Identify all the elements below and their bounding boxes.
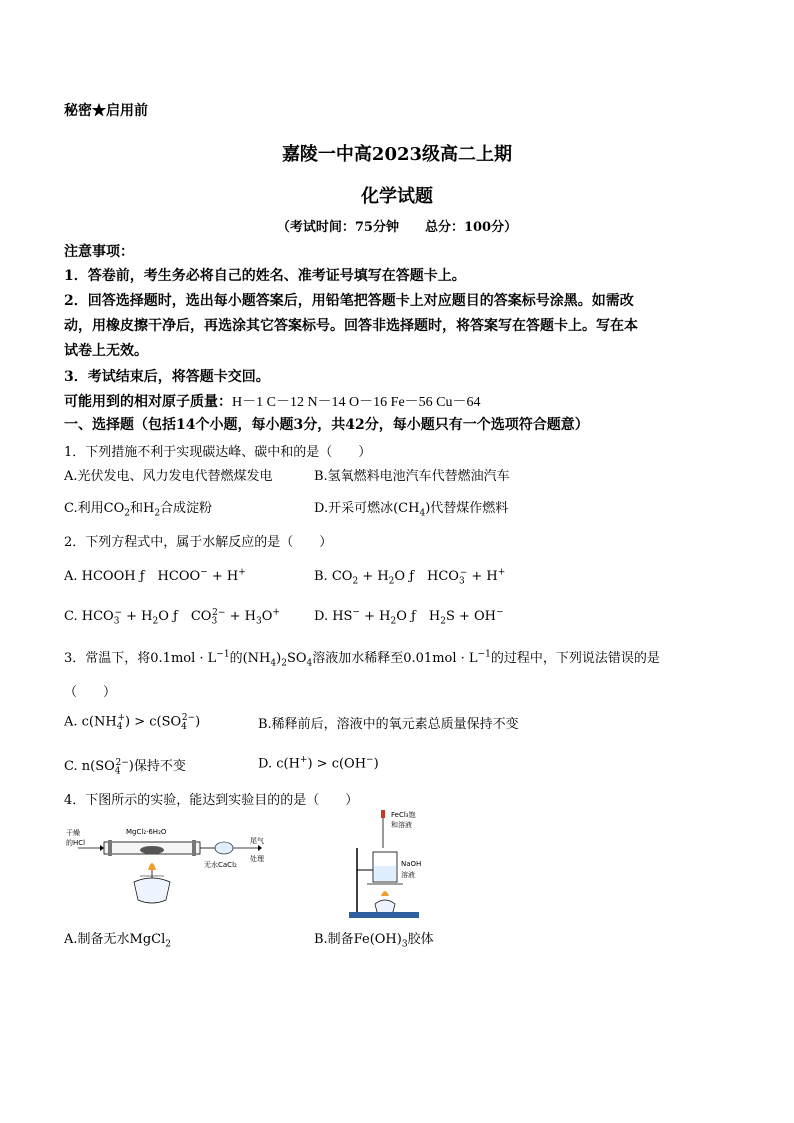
fig-a-label-tail2: 处理 (250, 855, 264, 863)
q2-b-text-3: O ƒ HCO (394, 569, 459, 584)
q1-d-sub: 4 (419, 508, 426, 519)
q2-option-d (314, 605, 504, 627)
exam-title: 嘉陵一中高2023级高二上期 (281, 144, 513, 165)
stopper-left (108, 840, 112, 856)
q3-stem-formula-3: SO (286, 651, 307, 666)
q1-option-d (314, 497, 508, 519)
q3-stem-text-2: 的 (229, 651, 243, 666)
notice-item-1: 1．答卷前，考生务必将自己的姓名、准考证号填写在答题卡上。 (64, 268, 466, 284)
fig-a-label-hcl: 的HCl (66, 839, 86, 847)
q3-d-text-1: D. c(H (258, 756, 300, 772)
q2-c-text-4: + H (225, 609, 256, 624)
notice-item-2-line-2: 动，用橡皮擦干净后，再选涂其它答案标号。回答非选择题时，将答案写在答题卡上。写在本 (64, 318, 638, 334)
q3-stem-formula-1: (NH (242, 651, 271, 666)
fig-a-label-dry: 干燥 (66, 829, 80, 837)
q3-a-sub-1: 4 (116, 721, 123, 732)
q3-stem-formula-2: ) (276, 651, 282, 666)
q4-stem: 4．下图所示的实验，能达到实验目的的是（ ） (64, 793, 359, 808)
flame-icon-b (381, 891, 389, 896)
dropper-bulb (381, 810, 385, 818)
q2-c-sub-4: 3 (255, 616, 262, 627)
q3-c-sup-1: 2− (115, 757, 129, 768)
q2-d-text-3: O ƒ H (396, 609, 441, 624)
q3-stem-exp-1: −1 (216, 649, 230, 660)
q2-c-text-2: + H (121, 609, 153, 624)
q1-d-text-2: 代替煤作燃料 (430, 501, 509, 516)
q3-c-tail: )保持不变 (128, 759, 186, 774)
q2-d-sub-2: 2 (440, 616, 446, 627)
q3-stem-exp-2: −1 (477, 649, 491, 660)
atomic-mass-values: H－1 C－12 N－14 O－16 Fe－56 Cu－64 (232, 395, 481, 410)
q1-c-text-2: 和H (129, 501, 155, 516)
flame-icon (148, 863, 156, 870)
q1-option-b: B.氢氧燃料电池汽车代替燃油汽车 (314, 469, 510, 484)
q4-a-sub: 2 (165, 939, 171, 950)
q2-a-sup-2: + (238, 567, 246, 578)
q4-option-b (314, 928, 434, 950)
q2-b-tail: + H (467, 569, 498, 584)
q4-figure-b (345, 808, 455, 926)
q2-d-sup-2: − (496, 607, 504, 618)
q2-option-a (64, 565, 246, 584)
q2-b-text-2: + H (358, 569, 389, 584)
q1-d-formula: (CH (393, 501, 420, 516)
q3-stem-text-3: 溶液加水稀释至0.01mol · L (312, 651, 478, 666)
q4-figure-a (64, 820, 284, 920)
q2-b-sup-1: − (459, 567, 468, 578)
q1-stem: 1．下列措施不利于实现碳达峰、碳中和的是（ ） (64, 445, 372, 460)
q2-b-sub-2: 2 (388, 576, 395, 587)
q2-d-sup-1: − (352, 607, 361, 618)
q3-c-text-1: C. n(SO (64, 759, 115, 774)
q2-c-sub-1: 3 (113, 616, 120, 627)
q3-option-c (64, 755, 186, 777)
q3-d-sup-1: + (299, 755, 308, 765)
q3-stem-sub-3: 4 (306, 658, 313, 669)
q3-option-d (258, 755, 379, 771)
fig-b-label-naoh-2: 溶液 (401, 871, 415, 879)
q2-c-sub-2: 2 (152, 616, 159, 627)
q4-figure-a-drawing (64, 820, 284, 920)
notice-item-2-line-1: 2．回答选择题时，选出每小题答案后，用铅笔把答题卡上对应题目的答案标号涂黑。如需改 (64, 293, 634, 309)
q3-stem-text-1: 3．常温下，将0.1mol · L (64, 651, 217, 666)
q3-d-sup-2: − (366, 755, 374, 765)
fig-a-label-cacl2: 无水CaCl₂ (204, 861, 237, 869)
q1-d-close: ) (425, 501, 431, 516)
notice-item-2-line-3: 试卷上无效。 (64, 343, 148, 359)
q2-d-sub-1: 2 (390, 616, 397, 627)
atomic-mass-line (64, 391, 481, 411)
q2-b-sup-2: + (497, 567, 506, 578)
q2-option-c (64, 605, 280, 627)
q3-option-a (64, 713, 200, 732)
q1-option-c (64, 497, 212, 519)
fig-a-label-tail1: 尾气 (250, 837, 264, 845)
q2-c-sup-3: + (272, 607, 280, 618)
q3-a-sup-1: + (117, 713, 125, 723)
q2-c-sup-2: 2− (212, 607, 226, 618)
q1-c-text-3: 合成淀粉 (160, 501, 213, 516)
q2-stem: 2．下列方程式中，属于水解反应的是（ ） (64, 535, 333, 550)
q4-b-text-2: 胶体 (407, 932, 434, 947)
q2-a-tail: + H (207, 569, 239, 584)
q2-b-sub-1: 2 (352, 576, 359, 587)
q2-d-tail: S + OH (445, 609, 496, 624)
q2-c-tail: O (261, 609, 273, 624)
q3-a-sup-2: 2− (181, 713, 196, 723)
q2-d-text-1: D. HS (314, 609, 353, 624)
fig-a-label-salt: MgCl₂·6H₂O (126, 828, 167, 836)
alcohol-lamp (134, 878, 170, 903)
q2-c-sub-3: 3 (211, 616, 218, 627)
q2-c-text-1: C. HCO (64, 609, 114, 624)
q1-c-sub-1: 2 (124, 508, 130, 519)
q1-c-sub-2: 2 (154, 508, 161, 519)
drying-tube-bulb (215, 842, 233, 854)
q2-a-text: A. HCOOH ƒ HCOO (64, 569, 201, 584)
q3-a-sub-2: 4 (181, 721, 187, 732)
q3-d-text-2: ) > c(OH (307, 756, 367, 772)
q1-d-text-1: D.开采可燃冰 (314, 501, 394, 516)
q2-option-b (314, 565, 505, 587)
q1-c-text-1: C.利用CO (64, 501, 125, 516)
q1-option-a: A.光伏发电、风力发电代替燃煤发电 (64, 469, 273, 484)
q2-c-text-3: O ƒ CO (158, 609, 212, 624)
q2-b-text-1: B. CO (314, 569, 353, 584)
sample-boat (140, 846, 164, 854)
stand-base (349, 912, 419, 918)
q2-c-sup-1: − (114, 607, 122, 618)
q3-c-sub-1: 4 (114, 766, 121, 777)
notice-item-3: 3．考试结束后，将答题卡交回。 (64, 369, 270, 385)
atomic-mass-label: 可能用到的相对原子质量： (64, 394, 232, 410)
stopper-right (192, 840, 196, 856)
q2-d-text-2: + H (360, 609, 391, 624)
q4-option-a (64, 928, 171, 950)
notice-heading: 注意事项： (64, 244, 134, 260)
secret-label: 秘密★启用前 (64, 103, 148, 119)
q2-b-sub-3: 3 (458, 576, 465, 587)
q3-stem-text-4: 的过程中，下列说法错误的是 (490, 651, 660, 666)
section-1-heading: 一、选择题（包括14个小题，每小题3分，共42分，每小题只有一个选项符合题意） (64, 417, 589, 433)
q3-d-tail: ) (373, 756, 379, 772)
q3-a-text-1: A. c(NH (64, 714, 117, 730)
exam-subject: 化学试题 (361, 186, 433, 207)
q3-blank: （ ） (64, 685, 117, 700)
q3-stem-sub-1: 4 (270, 658, 277, 669)
inlet-arrow-icon (100, 845, 104, 851)
fig-b-label-naoh-1: NaOH (401, 860, 422, 868)
q2-a-sup-1: − (200, 567, 208, 578)
q3-a-tail: ) (195, 714, 201, 730)
q4-b-text-1: B.制备Fe(OH) (314, 932, 402, 947)
alcohol-lamp-b (375, 900, 395, 914)
q4-b-sub: 3 (401, 939, 408, 950)
q3-stem-sub-2: 2 (281, 658, 287, 669)
q3-option-b: B.稀释前后，溶液中的氧元素总质量保持不变 (258, 717, 519, 732)
fig-b-label-fecl3-1: FeCl₃饱 (391, 811, 416, 819)
exam-info: （考试时间：75分钟 总分：100分） (276, 220, 518, 235)
naoh-solution (374, 866, 396, 881)
fig-b-label-fecl3-2: 和溶液 (391, 821, 412, 829)
q4-a-text: A.制备无水MgCl (64, 932, 166, 947)
q3-stem (64, 647, 660, 669)
q3-a-text-2: ) > c(SO (125, 714, 182, 730)
